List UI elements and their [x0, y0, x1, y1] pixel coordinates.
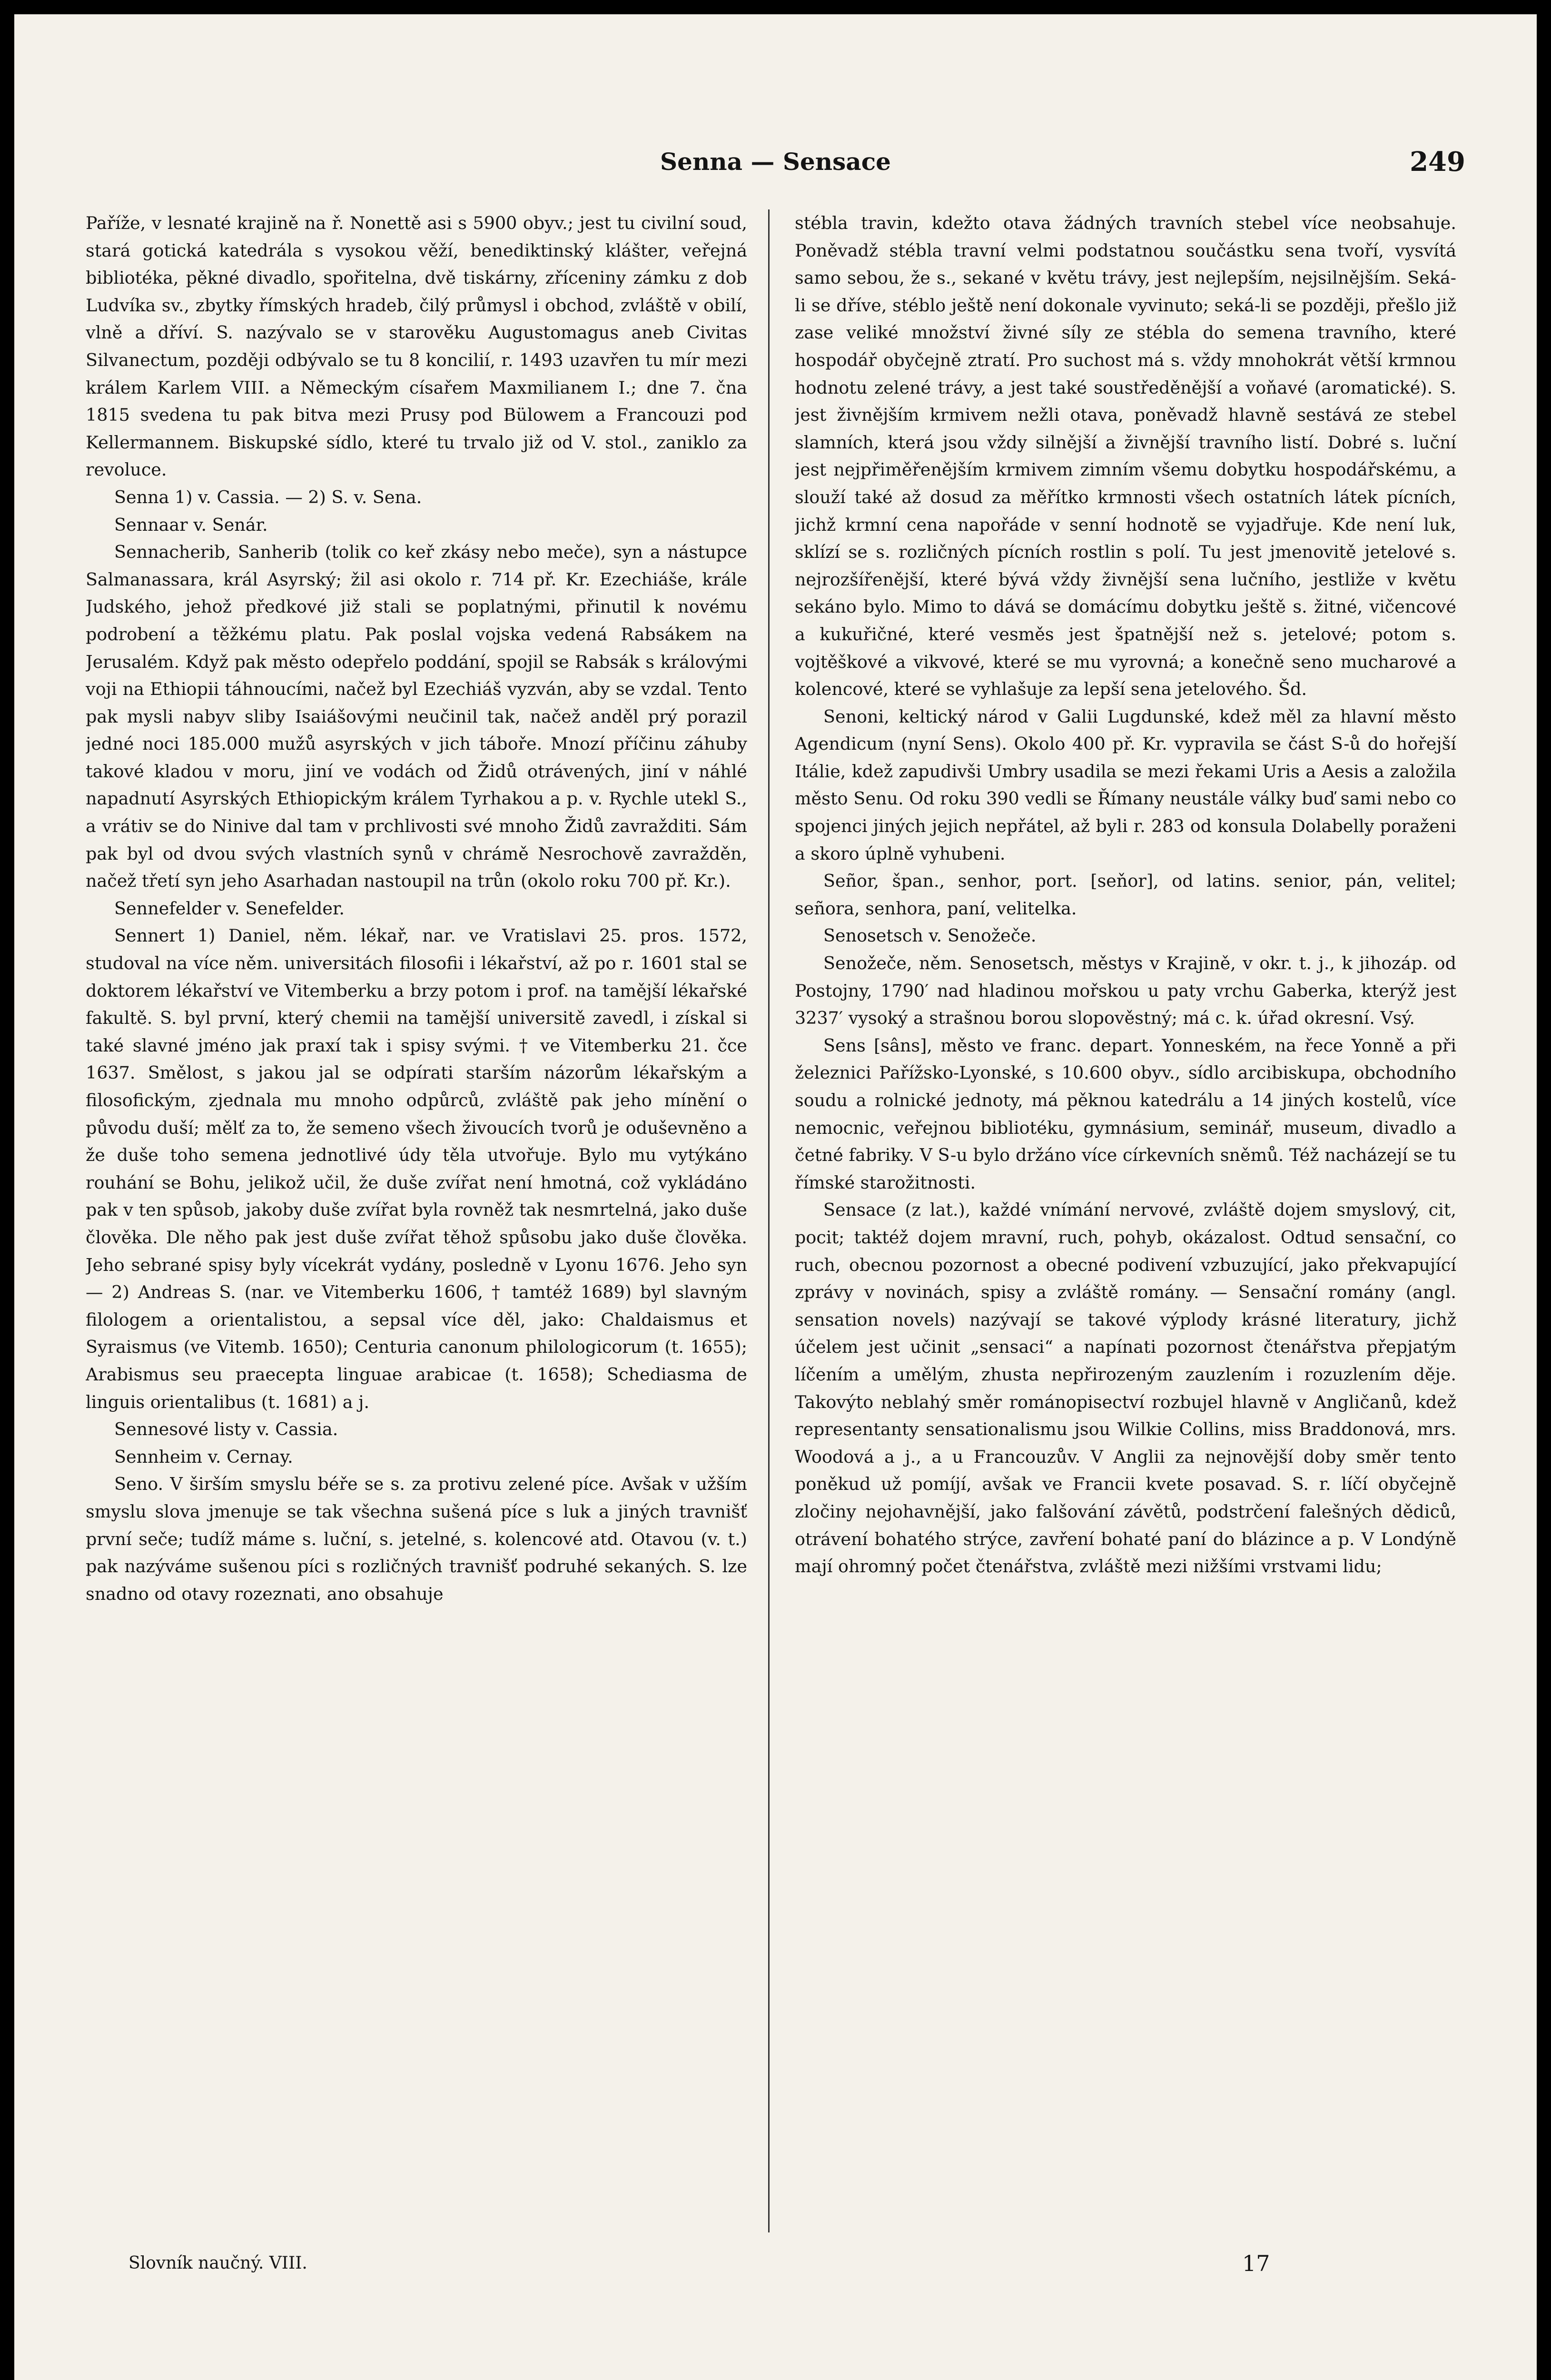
entry-sennefelder: Sennefelder v. Senefelder. — [114, 898, 345, 919]
entry-senlis-continued: Paříže, v lesnaté krajině na ř. Nonettě asi s 5900 obyv.; jest tu civilní soud, stará gotická katedrála s vysokou věží, benediktinský klášter, veřejná bibliotéka, pěkné divadlo, spořitelna, dvě tiskárny, zříceniny zámku z dob Ludvíka sv., zbytky římských hradeb, čilý průmysl i obchod, zvláště v obilí, vlně a dříví. S. nazývalo se v starověku Augustomagus aneb Civitas Silvanectum, později odbývalo se tu 8 koncilií, r. 1493 uzavřen tu mír mezi králem Karlem VIII. a Německým císařem Maxmilianem I.; dne 7. čna 1815 svedena tu pak bitva mezi Prusy pod Bülowem a Francouzi pod Kellermannem. Biskupské sídlo, které tu trvalo již od V. stol., zaniklo za revoluce. — [86, 213, 747, 480]
entry-sennacherib: Sennacherib, Sanherib (tolik co keř zkásy nebo meče), syn a nástupce Salmanassara, král Asyrský; žil asi okolo r. 714 př. Kr. Ezechiáše, krále Judského, jehož předkové již stali se poplatnými, přinutil k novému podrobení a těžkému platu. Pak poslal vojska vedená Rabsákem na Jerusalém. Když pak město odepřelo poddání, spojil se Rabsák s královými voji na Ethiopii táhnoucími, načež byl Ezechiáš vyzván, aby se vzdal. Tento pak mysli nabyv sliby Isaiášovými neučinil tak, načež anděl prý porazil jedné noci 185.000 mužů asyrských v jich táboře. Mnozí příčinu záhuby takové kladou v moru, jiní ve vodách od Židů otrávených, jiní v náhlé napadnutí Asyrských Ethiopickým králem Tyrhakou a p. v. Rychle utekl S., a vrátiv se do Ninive dal tam v prchlivosti své mnoho Židů zavražditi. Sám pak byl od dvou svých vlastních synů v chrámě Nesrochově zavražděn, načež třetí syn jeho Asarhadan nastoupil na trůn (okolo roku 700 př. Kr.). — [86, 542, 747, 892]
entry-sennert: Sennert 1) Daniel, něm. lékař, nar. ve Vratislavi 25. pros. 1572, studoval na více něm. universitách filosofii i lékařství, až po r. 1601 stal se doktorem lékařství ve Vitemberku a brzy potom i prof. na tamější lékařské fakultě. S. byl první, který chemii na tamější universitě zavedl, i získal si také slavné jméno jak praxí tak i spisy svými. † ve Vitemberku 21. čce 1637. Smělost, s jakou jal se odpírati starším názorům lékařským a filosofickým, zjednala mu mnoho odpůrců, zvláště pak jeho mínění o původu duší; mělť za to, že semeno všech živoucích tvorů je oduševněno a že duše toho semena jednotlivé údy těla utvořuje. Bylo mu vytýkáno rouhání se Bohu, jelikož učil, že duše zvířat není hmotná, což vykládáno pak v ten spůsob, jakoby duše zvířat byla rovněž tak nesmrtelná, jako duše člověka. Dle něho pak jest duše zvířat těhož spůsobu jako duše člověka. Jeho sebrané spisy byly vícekrát vydány, posledně v Lyonu 1676. Jeho syn — 2) Andreas S. (nar. ve Vitemberku 1606, † tamtéž 1689) byl slavným filologem a orientalistou, a sepsal více děl, jako: Chaldaismus et Syraismus (ve Vitemb. 1650); Centuria canonum philologicorum (t. 1655); Arabismus seu praecepta linguae arabicae (t. 1658); Schediasma de linguis orientalibus (t. 1681) a j. — [86, 925, 747, 1412]
entry-senna: Senna 1) v. Cassia. — 2) S. v. Sena. — [114, 486, 422, 507]
entry-senosetsch: Senosetsch v. Senožeče. — [823, 925, 1037, 946]
page-number: 249 — [1410, 146, 1465, 178]
sheet-number: 17 — [1242, 2251, 1270, 2276]
entry-senozece: Senožeče, něm. Senosetsch, městys v Krajině, v okr. t. j., k jihozáp. od Postojny, 1790′ nad hladinou mořskou u paty vrchu Gaberka, kterýž jest 3237′ vysoký a strašnou borou slopověstný; má c. k. úřad okresní. Vsý. — [795, 953, 1456, 1029]
entry-senor: Señor, špan., senhor, port. [seňor], od latins. senior, pán, velitel; señora, senhora, paní, velitelka. — [795, 871, 1456, 919]
left-column — [86, 209, 747, 2228]
entry-seno: Seno. V širším smyslu béře se s. za protivu zelené píce. Avšak v užším smyslu slova jmenuje se tak všechna sušená píce s luk a jiných travnišť první seče; tudíž máme s. luční, s. jetelné, s. kolencové atd. Otavou (v. t.) pak nazýváme sušenou píci s rozličných travnišť podruhé sekaných. S. lze snadno od otavy rozeznati, ano obsahuje — [86, 1474, 747, 1604]
entry-senoni: Senoni, keltický národ v Galii Lugdunské, kdež měl za hlavní město Agendicum (nyní Sens). Okolo 400 př. Kr. vypravila se část S-ů do hořejší Itálie, kdež zapudivši Umbry usadila se mezi řekami Uris a Aesis a založila město Senu. Od roku 390 vedli se Římany neustále války buď sami nebo co spojenci jiných jejich nepřátel, až byli r. 283 od konsula Dolabelly poraženi a skoro úplně vyhubeni. — [795, 706, 1456, 864]
signature-line: Slovník naučný. VIII. — [128, 2253, 307, 2273]
entry-seno-continued: stébla travin, kdežto otava žádných travních stebel více neobsahuje. Poněvadž stébla travní velmi podstatnou součástku sena tvoří, vysvítá samo sebou, že s., sekané v květu trávy, jest nejlepším, nejsilnějším. Seká-li se dříve, stéblo ještě není dokonale vyvinuto; seká-li se později, přešlo již zase veliké množství živné síly ze stébla do semena travního, které hospodář obyčejně ztratí. Pro suchost má s. vždy mnohokrát větší krmnou hodnotu zelené trávy, a jest také soustředěnější a voňavé (aromatické). S. jest živnějším krmivem nežli otava, poněvadž hlavně sestává ze stebel slamních, která jsou vždy silnější a živnější travního listí. Dobré s. luční jest nejpřiměřenějším krmivem zimním všemu dobytku hospodářskému, a slouží také až dosud za měřítko krmnosti všech ostatních látek pícních, jichž krmní cena napořáde v senní hodnotě se vyjadřuje. Kde není luk, sklízí se s. rozličných pícních rostlin s polí. Tu jest jmenovitě jetelové s. nejrozšířenější, které bývá vždy živnější sena lučního, jestliže v květu sekáno bylo. Mimo to dává se domácímu dobytku ještě s. žitné, vičencové a kukuřičné, které vesměs jest špatnější než s. jetelové; potom s. vojtěškové a vikvové, které se mu vyrovná; a konečně seno mucharové a kolencové, které se vyhlašuje za lepší sena jetelového. Šd. — [795, 213, 1456, 700]
entry-sennheim: Sennheim v. Cernay. — [114, 1446, 293, 1467]
entry-sens: Sens [sâns], město ve franc. depart. Yonneském, na řece Yonně a při železnici Pařížsko-Lyonské, s 10.600 obyv., sídlo arcibiskupa, obchodního soudu a rolnické jednoty, má pěknou katedrálu a 14 jiných kostelů, více nemocnic, veřejnou bibliotéku, gymnásium, seminář, museum, divadlo a četné fabriky. V S-u bylo držáno více církevních sněmů. Též nacházejí se tu římské starožitnosti. — [795, 1035, 1456, 1193]
column-divider — [768, 209, 770, 2232]
right-column — [795, 209, 1456, 2228]
dictionary-page — [14, 14, 1537, 2380]
page-footer — [86, 2247, 1465, 2280]
entry-sensace: Sensace (z lat.), každé vnímání nervové, zvláště dojem smyslový, cit, pocit; taktéž dojem mravní, ruch, pohyb, okázalost. Odtud sensační, co ruch, obecnou pozornost a obecné podivení vzbuzující, jako překvapující zprávy v novinách, spisy a zvláště romány. — Sensační romány (angl. sensation novels) nazývají se takové výplody krásné literatury, jichž účelem jest učinit „sensaci“ a napínati pozornost čtenářstva přepjatým líčením a umělým, zhusta nepřirozeným zauzlením i rozuzlením děje. Takovýto neblahý směr románopisectví rozbujel hlavně v Angličanů, kdež representanty sensationalismu jsou Wilkie Collins, miss Braddonová, mrs. Woodová a j., a u Francouzův. V Anglii za nejnovější doby směr tento poněkud už pomíjí, avšak ve Francii kvete posavad. S. r. líčí obyčejně zločiny nejohavnější, jako falšování závětů, podstrčení falešných dědiců, otrávení bohatého strýce, zavření bohaté paní do blázince a p. V Londýně mají ohromný počet čtenářstva, zvláště mezi nižšími vrstvami lidu; — [795, 1200, 1456, 1577]
running-head: Senna — Sensace — [660, 148, 891, 176]
entry-sennaar: Sennaar v. Senár. — [114, 514, 268, 535]
page-header — [86, 143, 1465, 181]
entry-sennesove-listy: Sennesové listy v. Cassia. — [114, 1419, 338, 1440]
